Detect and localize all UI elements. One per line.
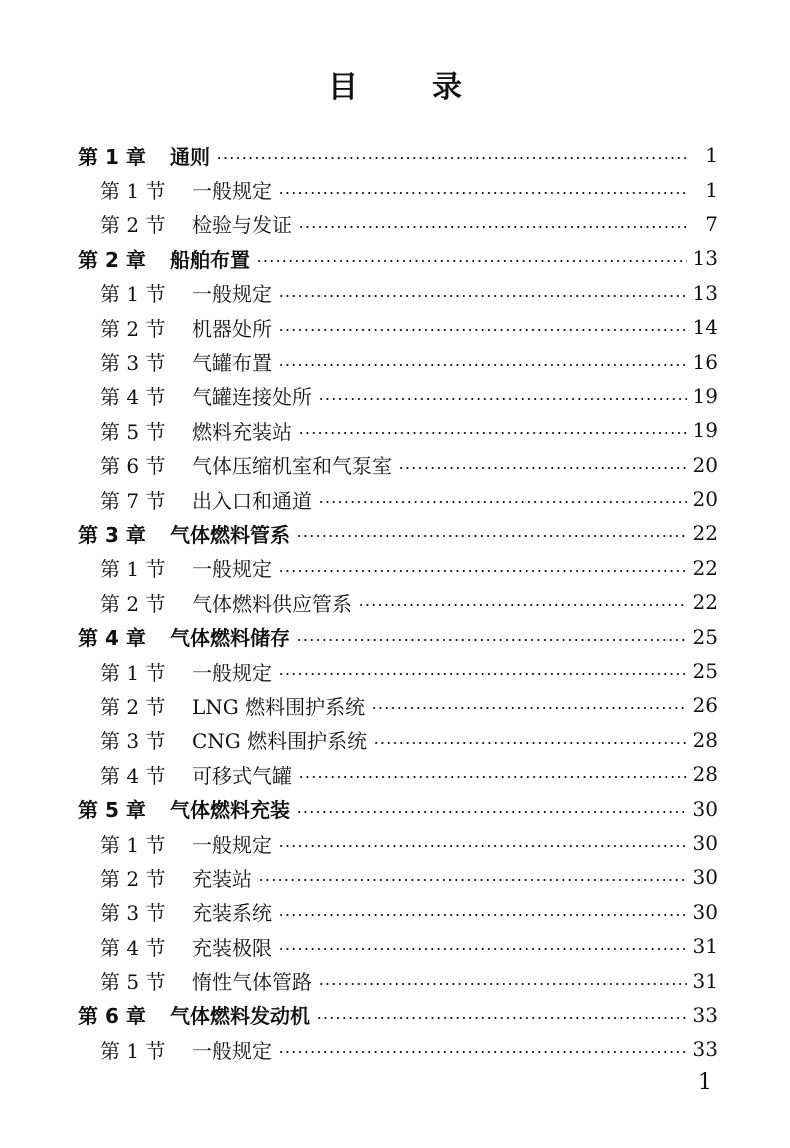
toc-page-number: 31 xyxy=(692,934,718,959)
dot-leader xyxy=(371,707,686,709)
toc-section-entry[interactable] xyxy=(0,929,790,963)
dot-leader xyxy=(318,983,687,985)
dot-leader xyxy=(278,364,687,366)
chapter-number: 第 3 章 xyxy=(78,522,146,547)
toc-section-entry[interactable] xyxy=(0,207,790,241)
dot-leader xyxy=(296,535,687,537)
section-title: 一般规定 xyxy=(192,832,272,857)
dot-leader xyxy=(398,467,687,469)
dot-leader xyxy=(278,329,687,331)
section-number: 第 1 节 xyxy=(100,1038,166,1063)
toc-chapter-entry[interactable] xyxy=(0,516,790,550)
section-number: 第 5 节 xyxy=(100,419,166,444)
section-title: 一般规定 xyxy=(192,1038,272,1063)
dot-leader xyxy=(256,260,687,262)
page-number: 1 xyxy=(698,1070,712,1095)
dot-leader xyxy=(216,157,688,159)
toc-section-entry[interactable] xyxy=(0,482,790,516)
toc-section-entry[interactable] xyxy=(0,860,790,894)
toc-section-entry[interactable] xyxy=(0,310,790,344)
toc-section-entry[interactable] xyxy=(0,344,790,378)
section-title: 燃料充装站 xyxy=(192,419,292,444)
toc-page-number: 13 xyxy=(692,246,718,271)
section-number: 第 3 节 xyxy=(100,901,166,926)
dot-leader xyxy=(278,914,687,916)
toc-page-number: 25 xyxy=(692,659,718,684)
section-number: 第 2 节 xyxy=(100,213,166,238)
toc-page-number: 33 xyxy=(692,1037,718,1062)
dot-leader xyxy=(358,604,687,606)
toc-section-entry[interactable] xyxy=(0,895,790,929)
section-number: 第 3 节 xyxy=(100,729,166,754)
section-title: CNG 燃料围护系统 xyxy=(192,729,368,754)
dot-leader xyxy=(318,398,687,400)
section-number: 第 4 节 xyxy=(100,935,166,960)
chapter-number: 第 1 章 xyxy=(78,144,146,169)
dot-leader xyxy=(258,879,687,881)
dot-leader xyxy=(278,948,687,950)
section-number: 第 4 节 xyxy=(100,385,166,410)
section-title: 充装系统 xyxy=(192,901,272,926)
toc-section-entry[interactable] xyxy=(0,379,790,413)
toc-page-number: 1 xyxy=(705,177,718,202)
toc-section-entry[interactable] xyxy=(0,172,790,206)
toc-section-entry[interactable] xyxy=(0,413,790,447)
dot-leader xyxy=(278,570,687,572)
toc-page-number: 30 xyxy=(692,831,718,855)
section-title: 气体压缩机室和气泵室 xyxy=(192,454,392,479)
toc-page-number: 20 xyxy=(692,487,718,512)
dot-leader xyxy=(298,432,687,434)
toc-chapter-entry[interactable] xyxy=(0,619,790,653)
section-number: 第 1 节 xyxy=(100,660,166,685)
chapter-title: 气体燃料管系 xyxy=(170,522,290,547)
toc-page-number: 1 xyxy=(705,143,718,168)
section-title: 气罐布置 xyxy=(192,351,272,376)
toc-section-entry[interactable] xyxy=(0,448,790,482)
toc-page-number: 16 xyxy=(692,349,718,374)
dot-leader xyxy=(278,1051,687,1053)
toc-page-number: 7 xyxy=(705,211,718,236)
section-title: 一般规定 xyxy=(192,179,272,204)
chapter-title: 气体燃料充装 xyxy=(170,798,290,823)
dot-leader xyxy=(298,226,688,228)
toc-chapter-entry[interactable] xyxy=(0,998,790,1032)
section-title: 出入口和通道 xyxy=(192,488,312,513)
section-number: 第 1 节 xyxy=(100,282,166,307)
toc-chapter-entry[interactable] xyxy=(0,241,790,275)
section-title: 惰性气体管路 xyxy=(192,970,312,995)
toc-section-entry[interactable] xyxy=(0,1032,790,1066)
dot-leader xyxy=(296,639,687,641)
toc-section-entry[interactable] xyxy=(0,688,790,722)
toc-page-number: 30 xyxy=(692,865,718,890)
toc-section-entry[interactable] xyxy=(0,826,790,860)
chapter-title: 通则 xyxy=(170,144,210,169)
section-title: 气体燃料供应管系 xyxy=(192,591,352,616)
section-title: 一般规定 xyxy=(192,557,272,582)
toc-section-entry[interactable] xyxy=(0,654,790,688)
section-number: 第 3 节 xyxy=(100,351,166,376)
toc-section-entry[interactable] xyxy=(0,757,790,791)
chapter-title: 气体燃料储存 xyxy=(170,626,290,651)
section-number: 第 2 节 xyxy=(100,316,166,341)
toc-section-entry[interactable] xyxy=(0,585,790,619)
section-title: 检验与发证 xyxy=(192,213,292,238)
section-number: 第 5 节 xyxy=(100,970,166,995)
dot-leader xyxy=(316,1017,687,1019)
chapter-number: 第 4 章 xyxy=(78,626,146,651)
toc-page-number: 19 xyxy=(692,418,718,443)
section-title: 一般规定 xyxy=(192,282,272,307)
toc-page-number: 28 xyxy=(692,727,718,752)
toc-page-number: 13 xyxy=(692,280,718,305)
toc-section-entry[interactable] xyxy=(0,963,790,997)
dot-leader xyxy=(278,845,687,847)
section-number: 第 6 节 xyxy=(100,454,166,479)
chapter-title: 船舶布置 xyxy=(170,247,250,272)
toc-chapter-entry[interactable] xyxy=(0,138,790,172)
dot-leader xyxy=(373,742,686,744)
toc-page-number: 19 xyxy=(692,383,718,408)
section-number: 第 1 节 xyxy=(100,179,166,204)
dot-leader xyxy=(296,811,687,813)
toc-section-entry[interactable] xyxy=(0,551,790,585)
toc-page-number: 28 xyxy=(692,762,718,787)
toc-page-number: 20 xyxy=(692,452,718,477)
section-title: 气罐连接处所 xyxy=(192,385,312,410)
section-number: 第 1 节 xyxy=(100,832,166,857)
toc-page-number: 22 xyxy=(692,555,718,580)
section-title: 充装极限 xyxy=(192,935,272,960)
toc-page-number: 30 xyxy=(692,796,718,821)
chapter-number: 第 2 章 xyxy=(78,247,146,272)
toc-section-entry[interactable] xyxy=(0,276,790,310)
dot-leader xyxy=(278,295,687,297)
section-number: 第 7 节 xyxy=(100,488,166,513)
dot-leader xyxy=(298,776,687,778)
page-title-part-2: 录 xyxy=(432,70,462,105)
section-title: 充装站 xyxy=(192,866,252,891)
chapter-number: 第 6 章 xyxy=(78,1004,146,1029)
dot-leader xyxy=(278,673,687,675)
toc-page-number: 14 xyxy=(692,315,718,340)
toc-page-number: 22 xyxy=(692,521,718,546)
section-title: LNG 燃料围护系统 xyxy=(192,694,366,719)
section-number: 第 2 节 xyxy=(100,694,166,719)
toc-section-entry[interactable] xyxy=(0,723,790,757)
section-title: 机器处所 xyxy=(192,316,272,341)
section-number: 第 1 节 xyxy=(100,557,166,582)
page-title-part-1: 目 xyxy=(328,70,358,105)
page-title xyxy=(0,62,790,106)
table-of-contents xyxy=(0,138,790,1067)
section-number: 第 2 节 xyxy=(100,591,166,616)
toc-page-number: 31 xyxy=(692,968,718,993)
chapter-number: 第 5 章 xyxy=(78,798,146,823)
toc-page-number: 25 xyxy=(692,624,718,649)
toc-page-number: 26 xyxy=(692,693,718,718)
toc-chapter-entry[interactable] xyxy=(0,791,790,825)
toc-page-number: 30 xyxy=(692,899,718,924)
section-title: 可移式气罐 xyxy=(192,763,292,788)
section-number: 第 2 节 xyxy=(100,866,166,891)
toc-page-number: 33 xyxy=(692,1002,718,1027)
dot-leader xyxy=(278,192,688,194)
chapter-title: 气体燃料发动机 xyxy=(170,1004,310,1029)
toc-page-number: 22 xyxy=(692,590,718,615)
section-number: 第 4 节 xyxy=(100,763,166,788)
section-title: 一般规定 xyxy=(192,660,272,685)
dot-leader xyxy=(318,501,687,503)
